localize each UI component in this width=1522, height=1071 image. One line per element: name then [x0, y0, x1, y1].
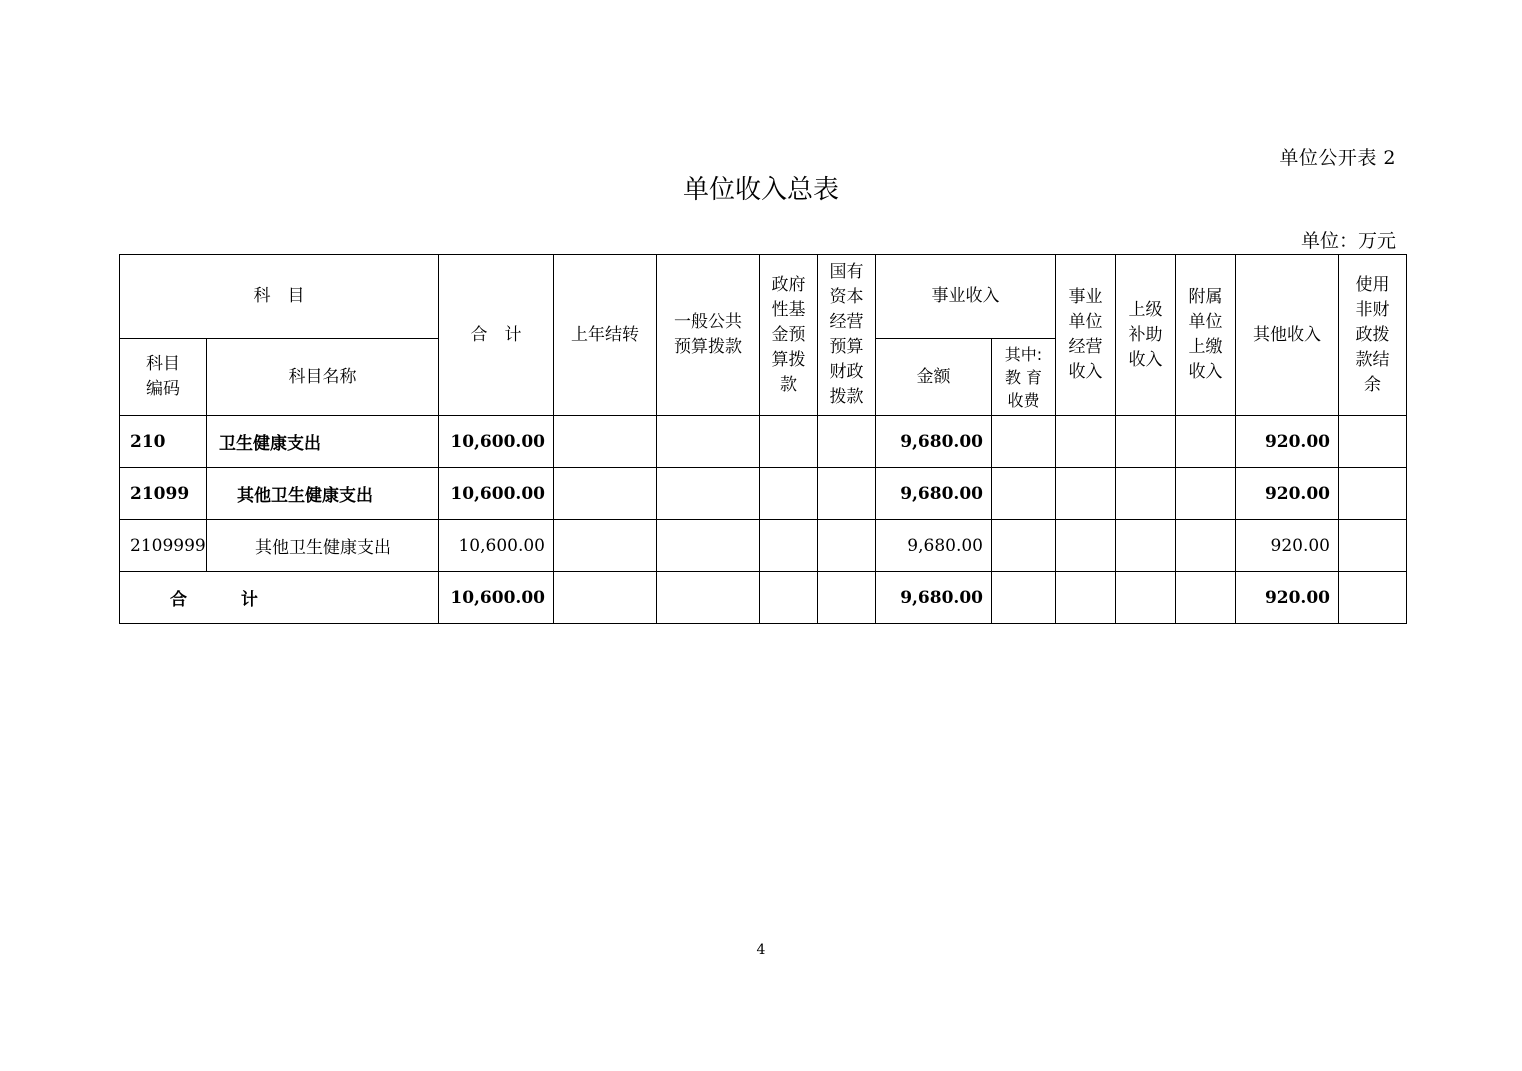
- total-label: 合 计: [120, 572, 439, 624]
- row-name: 其他卫生健康支出: [207, 468, 439, 520]
- row-non-fiscal-balance: [1339, 520, 1407, 572]
- total-gov-fund-budget: [760, 572, 818, 624]
- header-subject-name: 科目名称: [207, 339, 439, 416]
- row-edu-fees: [992, 520, 1056, 572]
- row-business-amount: 9,680.00: [876, 416, 992, 468]
- total-affiliated-unit-remittance: [1176, 572, 1236, 624]
- total-superior-subsidy-income: [1116, 572, 1176, 624]
- row-affiliated-unit-remittance: [1176, 416, 1236, 468]
- row-edu-fees: [992, 468, 1056, 520]
- row-gov-fund-budget: [760, 520, 818, 572]
- row-prior-year-carryover: [554, 416, 657, 468]
- row-gov-fund-budget: [760, 416, 818, 468]
- row-affiliated-unit-remittance: [1176, 520, 1236, 572]
- row-code: 21099: [120, 468, 207, 520]
- header-affiliated-unit-remittance: 附属 单位 上缴 收入: [1176, 255, 1236, 416]
- page-number: 4: [756, 942, 766, 958]
- total-other-income: 920.00: [1236, 572, 1339, 624]
- total-business-unit-operating-income: [1056, 572, 1116, 624]
- row-other-income: 920.00: [1236, 520, 1339, 572]
- header-other-income: 其他收入: [1236, 255, 1339, 416]
- total-total: 10,600.00: [439, 572, 554, 624]
- row-gov-fund-budget: [760, 468, 818, 520]
- row-business-amount: 9,680.00: [876, 520, 992, 572]
- row-affiliated-unit-remittance: [1176, 468, 1236, 520]
- header-gov-fund-budget: 政府 性基 金预 算拨 款: [760, 255, 818, 416]
- row-superior-subsidy-income: [1116, 520, 1176, 572]
- row-name: 其他卫生健康支出: [207, 520, 439, 572]
- row-general-public-budget: [657, 520, 760, 572]
- row-business-unit-operating-income: [1056, 468, 1116, 520]
- header-subject-code: 科目 编码: [120, 339, 207, 416]
- row-total: 10,600.00: [439, 416, 554, 468]
- row-edu-fees: [992, 416, 1056, 468]
- header-state-capital-budget: 国有 资本 经营 预算 财政 拨款: [818, 255, 876, 416]
- row-state-capital-budget: [818, 520, 876, 572]
- header-business-unit-operating-income: 事业 单位 经营 收入: [1056, 255, 1116, 416]
- row-superior-subsidy-income: [1116, 416, 1176, 468]
- total-prior-year-carryover: [554, 572, 657, 624]
- header-row-1: [120, 255, 1407, 339]
- row-code: 2109999: [120, 520, 207, 572]
- row-non-fiscal-balance: [1339, 416, 1407, 468]
- table-number: 单位公开表 2: [1279, 147, 1396, 169]
- header-business-income-amount: 金额: [876, 339, 992, 416]
- row-state-capital-budget: [818, 416, 876, 468]
- row-total: 10,600.00: [439, 468, 554, 520]
- header-prior-year-carryover: 上年结转: [554, 255, 657, 416]
- header-general-public-budget: 一般公共 预算拨款: [657, 255, 760, 416]
- row-code: 210: [120, 416, 207, 468]
- row-non-fiscal-balance: [1339, 468, 1407, 520]
- row-general-public-budget: [657, 416, 760, 468]
- row-prior-year-carryover: [554, 468, 657, 520]
- row-superior-subsidy-income: [1116, 468, 1176, 520]
- row-business-unit-operating-income: [1056, 520, 1116, 572]
- header-business-income: 事业收入: [876, 255, 1056, 339]
- row-prior-year-carryover: [554, 520, 657, 572]
- unit-label: 单位：万元: [1300, 230, 1396, 252]
- total-row: [120, 572, 1407, 624]
- header-total: 合 计: [439, 255, 554, 416]
- header-non-fiscal-balance: 使用 非财 政拨 款结 余: [1339, 255, 1407, 416]
- row-total: 10,600.00: [439, 520, 554, 572]
- row-business-unit-operating-income: [1056, 416, 1116, 468]
- header-superior-subsidy-income: 上级 补助 收入: [1116, 255, 1176, 416]
- row-state-capital-budget: [818, 468, 876, 520]
- table-row: [120, 468, 1407, 520]
- header-business-income-edu-fees: 其中: 教 育 收费: [992, 339, 1056, 416]
- row-business-amount: 9,680.00: [876, 468, 992, 520]
- row-name: 卫生健康支出: [207, 416, 439, 468]
- row-general-public-budget: [657, 468, 760, 520]
- income-summary-table: [119, 254, 1407, 624]
- total-edu-fees: [992, 572, 1056, 624]
- page-title: 单位收入总表: [682, 175, 839, 205]
- total-general-public-budget: [657, 572, 760, 624]
- total-non-fiscal-balance: [1339, 572, 1407, 624]
- table-row: [120, 520, 1407, 572]
- row-other-income: 920.00: [1236, 468, 1339, 520]
- header-subject: 科 目: [120, 255, 439, 339]
- total-business-amount: 9,680.00: [876, 572, 992, 624]
- total-state-capital-budget: [818, 572, 876, 624]
- table-row: [120, 416, 1407, 468]
- row-other-income: 920.00: [1236, 416, 1339, 468]
